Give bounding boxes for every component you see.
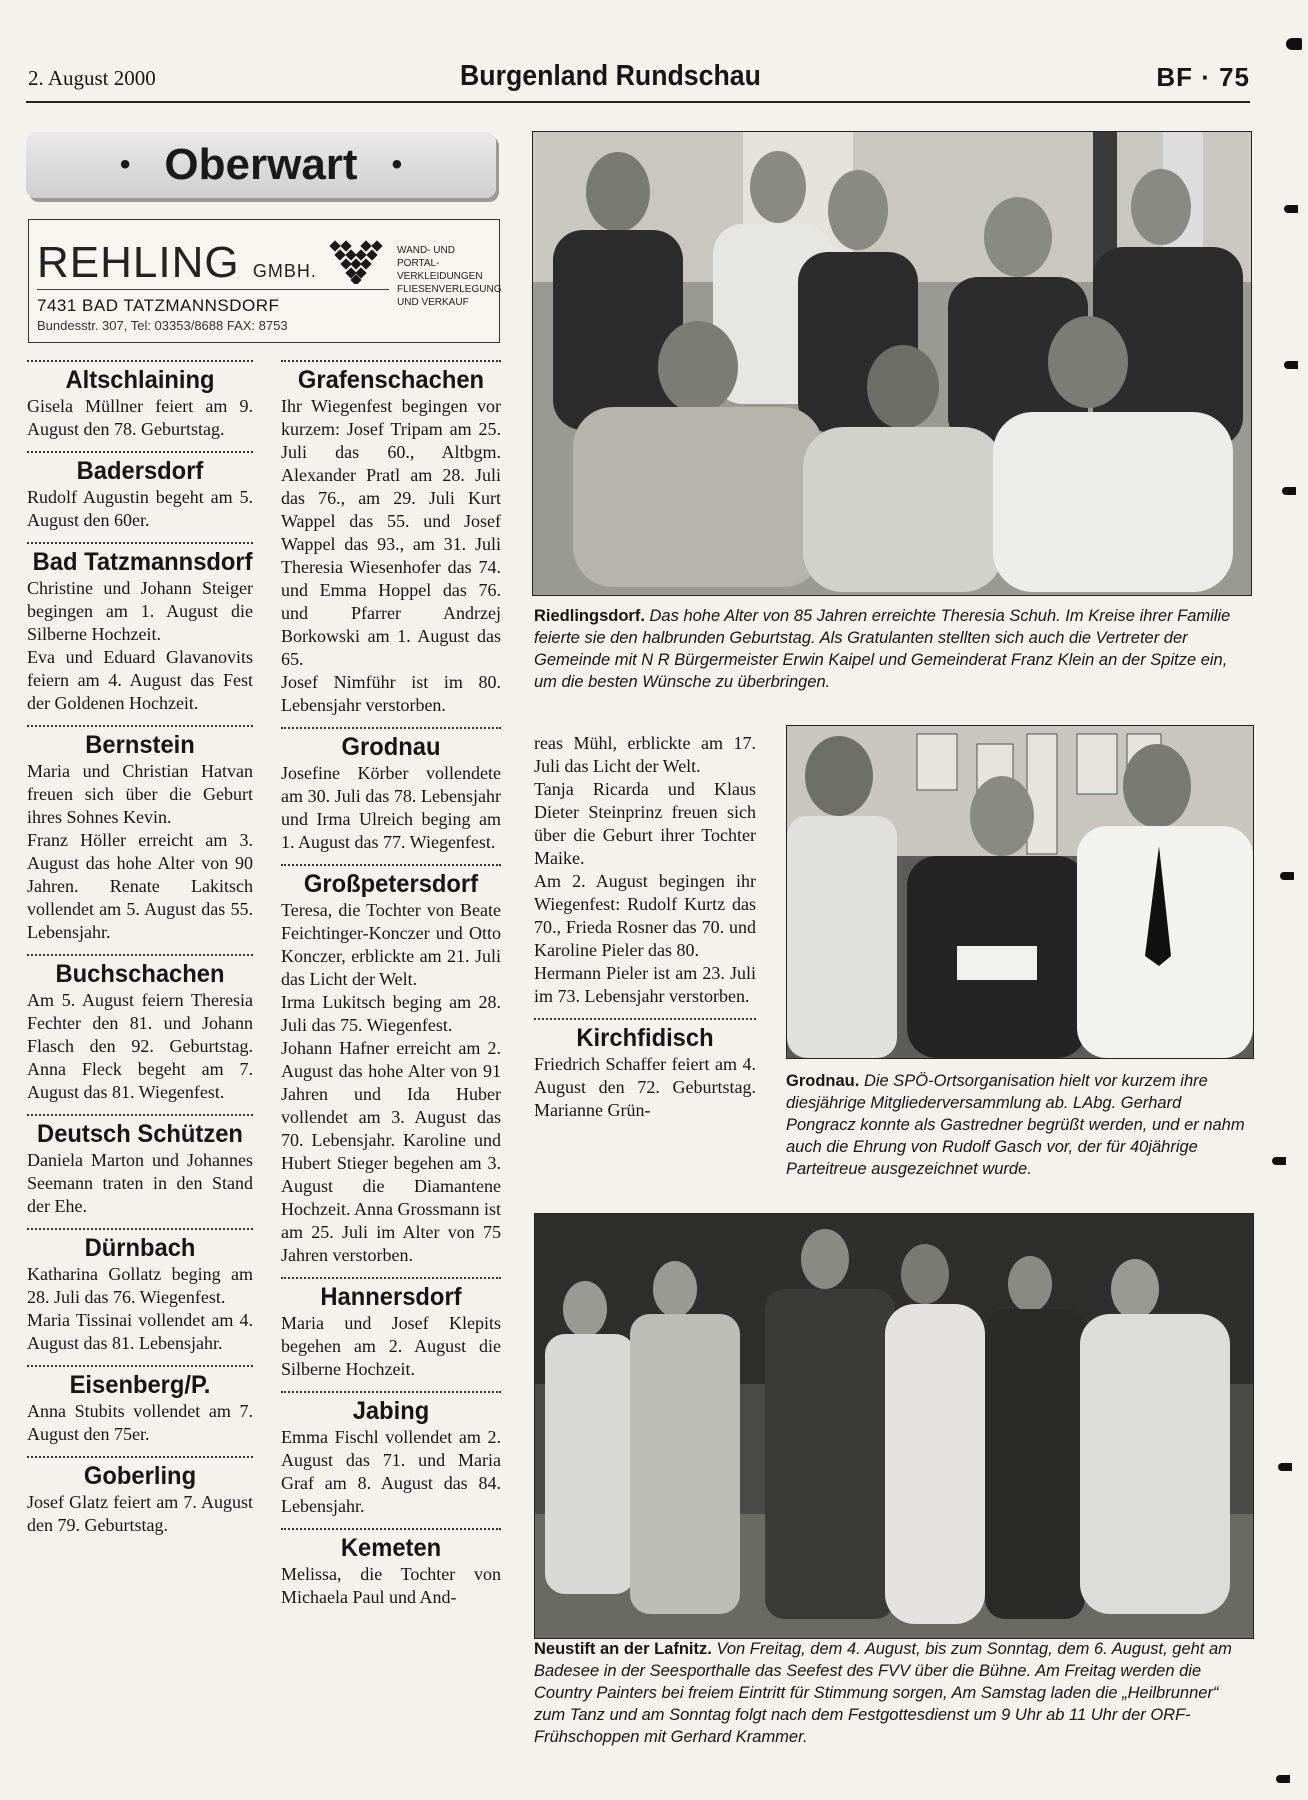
- caption-place: Neustift an der Lafnitz.: [534, 1640, 712, 1658]
- header-rule: [26, 101, 1250, 103]
- news-entry: Irma Lukitsch beging am 28. Juli das 75. Wiegenfest.: [281, 992, 501, 1035]
- ad-service-line: FLIESENVERLEGUNG: [397, 284, 502, 295]
- section-banner: [26, 132, 496, 198]
- news-entry: Maria und Josef Klepits begehen am 2. August die Silberne Hochzeit.: [281, 1313, 501, 1379]
- scan-mark: [1278, 1463, 1292, 1471]
- ad-service-line: VERKLEIDUNGEN: [397, 271, 483, 282]
- dotted-separator: [281, 1528, 501, 1530]
- ad-divider: [37, 289, 389, 290]
- news-entry: Am 5. August feiern Theresia Fechter den 81. und Johann Flasch den 92. Geburtstag. Anna Fleck begeht am 7. August das 81. Wiegenfest.: [27, 990, 253, 1102]
- dotted-separator: [281, 727, 501, 729]
- newspaper-title: Burgenland Rundschau: [460, 60, 761, 92]
- news-entry: reas Mühl, erblickte am 17. Juli das Licht der Welt.: [534, 733, 756, 776]
- dotted-separator: [534, 1018, 756, 1020]
- dotted-separator: [27, 1114, 253, 1116]
- dotted-separator: [27, 725, 253, 727]
- town-heading: Hannersdorf: [320, 1283, 462, 1311]
- town-heading: Kemeten: [340, 1534, 442, 1562]
- dotted-separator: [281, 1391, 501, 1393]
- scan-mark: [1284, 205, 1298, 213]
- news-entry: Gisela Müllner feiert am 9. August den 78. Geburtstag.: [27, 396, 253, 439]
- dotted-separator: [27, 451, 253, 453]
- ad-company-suffix: GMBH.: [252, 261, 317, 281]
- news-column-2: [281, 360, 501, 1609]
- town-heading: Kirchfidisch: [576, 1024, 714, 1052]
- scan-mark: [1284, 361, 1298, 369]
- photo-caption-1: [534, 605, 1250, 693]
- caption-place: Riedlingsdorf.: [534, 607, 645, 625]
- news-entry: Christine und Johann Steiger begingen am 1. August die Silberne Hochzeit.: [27, 578, 253, 644]
- town-heading: Bad Tatzmannsdorf: [32, 548, 253, 576]
- ad-company-name: [37, 238, 317, 288]
- ad-city: 7431 BAD TATZMANNSDORF: [37, 296, 280, 315]
- photo-seefest-performers: [534, 1213, 1254, 1639]
- news-entry: Emma Fischl vollendet am 2. August das 71. und Maria Graf am 8. August das 84. Lebensjahr.: [281, 1427, 501, 1516]
- ad-services: [397, 244, 502, 309]
- news-entry: Josef Nimführ ist im 80. Lebensjahr verstorben.: [281, 672, 501, 715]
- photo-caption-2: [786, 1070, 1252, 1180]
- news-entry: Anna Stubits vollendet am 7. August den 75er.: [27, 1401, 253, 1444]
- ad-service-line: PORTAL-: [397, 258, 440, 269]
- town-heading: Deutsch Schützen: [37, 1120, 243, 1148]
- ad-service-line: UND VERKAUF: [397, 297, 469, 308]
- news-entry: Rudolf Augustin begeht am 5. August den 60er.: [27, 487, 253, 530]
- news-entry: Franz Höller erreicht am 3. August das hohe Alter von 90 Jahren. Renate Lakitsch vollendet am 5. August das 55. Lebensjahr.: [27, 830, 253, 942]
- town-heading: Grafenschachen: [297, 366, 485, 394]
- town-heading: Grodnau: [341, 733, 441, 761]
- dotted-separator: [27, 1228, 253, 1230]
- news-entry: Ihr Wiegenfest begingen vor kurzem: Josef Tripam am 25. Juli das 60., Altbgm. Alexander Pratl am 28. Juli das 76., am 29. Juli Kurt Wappel das 55. und Josef Wappel das 93., am 31. Juli Theresia Wiesenhofer das 74. und Emma Hoppel das 76. und Pfarrer Andrzej Borkowski am 1. August das 65.: [281, 396, 501, 669]
- town-heading: Dürnbach: [84, 1234, 196, 1262]
- town-heading: Großpetersdorf: [303, 870, 479, 898]
- dotted-separator: [281, 360, 501, 362]
- photo-birthday-group: [532, 131, 1252, 596]
- dotted-separator: [27, 1456, 253, 1458]
- advertisement: [28, 219, 500, 343]
- caption-text: Das hohe Alter von 85 Jahren erreichte Theresia Schuh. Im Kreise ihrer Familie feierte sie den halbrunden Geburtstag. Als Gratulanten stellten sich auch die Vertreter der Gemeinde mit N R Bürgermeister Erwin Kaipel und Gemeinderat Franz Klein an der Spitze ein, um die besten Wünsche zu überbringen.: [534, 607, 1231, 691]
- news-entry: Johann Hafner erreicht am 2. August das hohe Alter von 91 Jahren und Ida Huber vollendet am 3. August das 70. Lebensjahr. Karoline und Hubert Stieger begehen am 3. August die Diamantene Hochzeit. Anna Grossmann ist am 25. Juli im Alter von 75 Jahren verstorben.: [281, 1038, 501, 1265]
- town-heading: Altschlaining: [65, 366, 215, 394]
- town-heading: Jabing: [352, 1397, 430, 1425]
- page-number: BF · 75: [1156, 62, 1250, 92]
- heart-tile-logo-icon: [327, 238, 385, 284]
- section-title: Oberwart: [164, 140, 358, 189]
- dotted-separator: [27, 1365, 253, 1367]
- caption-text: Die SPÖ-Ortsorganisation hielt vor kurzem ihre diesjährige Mitgliederversammlung ab. LAbg. Gerhard Pongracz konnte als Gastredner begrüßt werden, und er nahm auch die Ehrung von Rudolf Gasch vor, der für 40jährige Parteitreue ausgezeichnet wurde.: [786, 1072, 1245, 1178]
- town-heading: Goberling: [83, 1462, 197, 1490]
- news-column-3: [534, 732, 756, 1122]
- news-entry: Teresa, die Tochter von Beate Feichtinger-Konczer und Otto Konczer, erblickte am 21. Juli das Licht der Welt.: [281, 900, 501, 989]
- bullet-icon: •: [391, 148, 403, 181]
- news-entry: Katharina Gollatz beging am 28. Juli das 76. Wiegenfest.: [27, 1264, 253, 1307]
- scan-mark: [1282, 487, 1296, 495]
- scan-mark: [1280, 872, 1294, 880]
- news-entry: Friedrich Schaffer feiert am 4. August den 72. Geburtstag. Marianne Grün-: [534, 1054, 756, 1120]
- dotted-separator: [27, 954, 253, 956]
- caption-text: Von Freitag, dem 4. August, bis zum Sonntag, dem 6. August, geht am Badesee in der Seesporthalle das Seefest des FVV über die Bühne. Am Freitag werden die Country Painters bei freiem Eintritt für Stimmung sorgen, Am Samstag laden die „Heilbrunner“ zum Tanz und am Sonntag folgt nach dem Festgottesdienst um 9 Uhr ab 11 Uhr der ORF-Frühschoppen mit Gerhard Krammer.: [534, 1640, 1232, 1746]
- caption-place: Grodnau.: [786, 1072, 860, 1090]
- town-heading: Bernstein: [85, 731, 195, 759]
- dotted-separator: [27, 360, 253, 362]
- news-entry: Tanja Ricarda und Klaus Dieter Steinprinz freuen sich über die Geburt ihrer Tochter Maike.: [534, 779, 756, 868]
- dotted-separator: [281, 864, 501, 866]
- ad-company-label: REHLING: [37, 238, 240, 287]
- news-entry: Am 2. August begingen ihr Wiegenfest: Rudolf Kurtz das 70., Frieda Rosner das 70. und Karoline Pieler das 80.: [534, 871, 756, 960]
- news-entry: Melissa, die Tochter von Michaela Paul und And-: [281, 1564, 501, 1607]
- news-entry: Hermann Pieler ist am 23. Juli im 73. Lebensjahr verstorben.: [534, 963, 756, 1006]
- news-entry: Daniela Marton und Johannes Seemann traten in den Stand der Ehe.: [27, 1150, 253, 1216]
- news-entry: Josef Glatz feiert am 7. August den 79. Geburtstag.: [27, 1492, 253, 1535]
- scan-mark: [1272, 1157, 1286, 1165]
- scan-mark: [1286, 38, 1302, 50]
- issue-date: 2. August 2000: [28, 66, 156, 90]
- town-heading: Badersdorf: [76, 457, 204, 485]
- news-entry: Eva und Eduard Glavanovits feiern am 4. August das Fest der Goldenen Hochzeit.: [27, 647, 253, 713]
- news-entry: Josefine Körber vollendete am 30. Juli das 78. Lebensjahr und Irma Ulreich beging am 1. August das 77. Wiegenfest.: [281, 763, 501, 852]
- dotted-separator: [27, 542, 253, 544]
- town-heading: Buchschachen: [55, 960, 225, 988]
- ad-service-line: WAND- UND: [397, 245, 455, 256]
- news-entry: Maria und Christian Hatvan freuen sich über die Geburt ihres Sohnes Kevin.: [27, 761, 253, 827]
- news-column-1: [27, 360, 253, 1537]
- photo-image: [535, 1214, 1253, 1638]
- bullet-icon: •: [119, 148, 131, 181]
- photo-image: [787, 726, 1253, 1058]
- scan-mark: [1276, 1775, 1290, 1783]
- dotted-separator: [281, 1277, 501, 1279]
- photo-image: [533, 132, 1251, 595]
- news-entry: Maria Tissinai vollendet am 4. August das 81. Lebensjahr.: [27, 1310, 253, 1353]
- ad-address: Bundesstr. 307, Tel: 03353/8688 FAX: 8753: [37, 318, 288, 333]
- town-heading: Eisenberg/P.: [69, 1371, 211, 1399]
- photo-honoring: [786, 725, 1254, 1059]
- photo-caption-3: [534, 1638, 1252, 1748]
